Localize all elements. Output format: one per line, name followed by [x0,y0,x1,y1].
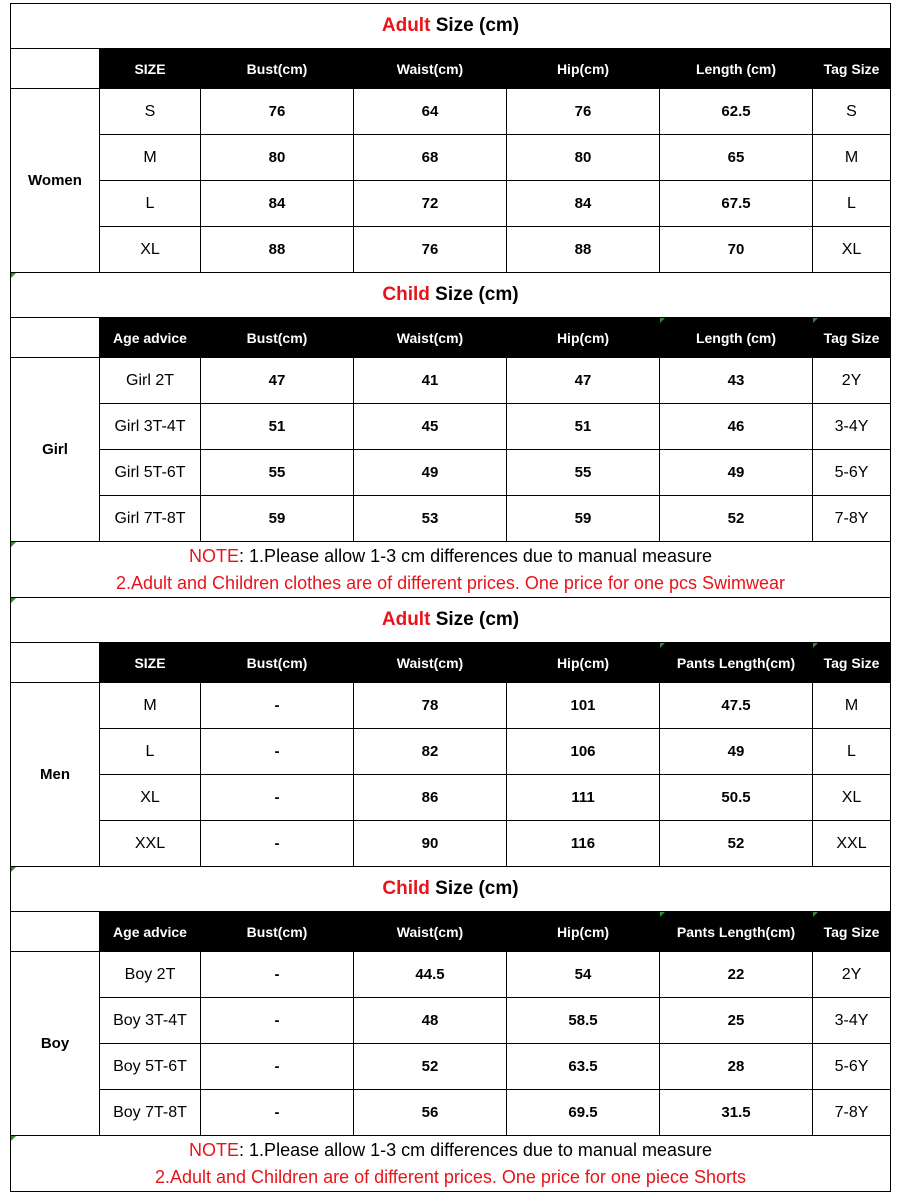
section-title-accent: Adult [381,15,431,36]
table-row [11,683,891,729]
header-blank-cell [11,49,100,89]
table-cell: S [100,89,201,135]
table-cell: - [201,683,354,729]
table-cell: - [201,775,354,821]
table-cell: 88 [201,227,354,273]
table-cell: 7-8Y [813,496,891,542]
column-header: Tag Size [813,318,891,358]
table-cell: 49 [354,450,507,496]
table-cell: 59 [507,496,660,542]
section-title-rest: Size (cm) [429,878,519,899]
table-cell: 5-6Y [813,450,891,496]
column-header: Age advice [100,912,201,952]
table-cell: 46 [660,404,813,450]
column-header: Bust(cm) [201,49,354,89]
table-cell: L [813,181,891,227]
section-title-rest: Size (cm) [430,15,520,36]
table-cell: - [201,998,354,1044]
table-cell: 47 [507,358,660,404]
table-cell: Girl 2T [100,358,201,404]
table-cell: Boy 5T-6T [100,1044,201,1090]
table-cell: 52 [660,496,813,542]
table-row [11,358,891,404]
table-cell: 22 [660,952,813,998]
table-row [11,404,891,450]
section-title [11,867,891,912]
note-text-1: : 1.Please allow 1-3 cm differences due to manual measure [239,1139,712,1160]
table-cell: 7-8Y [813,1090,891,1136]
table-cell: 78 [354,683,507,729]
table-row [11,450,891,496]
table-cell: 64 [354,89,507,135]
table-cell: 3-4Y [813,404,891,450]
table-cell: 51 [201,404,354,450]
section-title-row [11,4,891,49]
column-header: Tag Size [813,643,891,683]
table-cell: 101 [507,683,660,729]
note-line-1 [11,1137,890,1164]
column-header: Tag Size [813,49,891,89]
table-cell: M [100,135,201,181]
table-cell: Boy 7T-8T [100,1090,201,1136]
table-cell: XL [813,227,891,273]
group-label: Men [11,683,100,867]
table-cell: 51 [507,404,660,450]
table-cell: 88 [507,227,660,273]
table-cell: 65 [660,135,813,181]
group-label: Girl [11,358,100,542]
table-row [11,227,891,273]
column-header: SIZE [100,49,201,89]
table-cell: 28 [660,1044,813,1090]
table-cell: L [100,181,201,227]
table-cell: XXL [100,821,201,867]
table-cell: Boy 2T [100,952,201,998]
table-cell: 45 [354,404,507,450]
column-header: Hip(cm) [507,912,660,952]
section-title-rest: Size (cm) [429,284,519,305]
table-cell: 67.5 [660,181,813,227]
section-title-row [11,273,891,318]
table-row [11,952,891,998]
section-title-row [11,598,891,643]
table-cell: XL [100,227,201,273]
table-cell: - [201,1044,354,1090]
note-text-1: : 1.Please allow 1-3 cm differences due to manual measure [239,545,712,566]
table-cell: 90 [354,821,507,867]
table-cell: - [201,729,354,775]
table-cell: 49 [660,729,813,775]
column-header: Pants Length(cm) [660,912,813,952]
column-header: Waist(cm) [354,49,507,89]
column-header: Pants Length(cm) [660,643,813,683]
header-row [11,49,891,89]
table-cell: 56 [354,1090,507,1136]
note-label: NOTE [189,545,240,566]
table-cell: 3-4Y [813,998,891,1044]
table-row [11,135,891,181]
note-label: NOTE [189,1139,240,1160]
table-cell: 58.5 [507,998,660,1044]
table-cell: 5-6Y [813,1044,891,1090]
note-line-2: 2.Adult and Children are of different prices. One price for one piece Shorts [154,1166,746,1187]
column-header: Waist(cm) [354,643,507,683]
column-header: Age advice [100,318,201,358]
table-cell: 68 [354,135,507,181]
size-chart [10,3,890,1192]
table-cell: Girl 3T-4T [100,404,201,450]
note-cell [11,1136,891,1192]
header-row [11,318,891,358]
column-header: Waist(cm) [354,318,507,358]
table-cell: 63.5 [507,1044,660,1090]
column-header: Hip(cm) [507,643,660,683]
table-cell: 111 [507,775,660,821]
table-cell: 55 [507,450,660,496]
section-title [11,273,891,318]
table-cell: 50.5 [660,775,813,821]
table-cell: 47.5 [660,683,813,729]
table-cell: L [813,729,891,775]
table-cell: XXL [813,821,891,867]
table-cell: 2Y [813,952,891,998]
section-title [11,4,891,49]
section-title-accent: Child [382,878,430,899]
table-cell: M [813,135,891,181]
table-cell: 47 [201,358,354,404]
table-cell: 84 [507,181,660,227]
note-row [11,1136,891,1192]
table-cell: 59 [201,496,354,542]
table-cell: 31.5 [660,1090,813,1136]
column-header: Bust(cm) [201,643,354,683]
table-cell: 25 [660,998,813,1044]
section-title-rest: Size (cm) [430,609,520,630]
note-line-2: 2.Adult and Children clothes are of different prices. One price for one pcs Swimwear [115,572,785,593]
size-table [10,3,891,1192]
table-cell: M [100,683,201,729]
table-cell: 43 [660,358,813,404]
column-header: Tag Size [813,912,891,952]
table-cell: 44.5 [354,952,507,998]
table-row [11,89,891,135]
table-cell: 41 [354,358,507,404]
section-title [11,598,891,643]
table-cell: 76 [354,227,507,273]
note-cell [11,542,891,598]
header-row [11,643,891,683]
table-cell: 70 [660,227,813,273]
column-header: Hip(cm) [507,49,660,89]
table-cell: L [100,729,201,775]
table-cell: XL [100,775,201,821]
table-cell: 80 [201,135,354,181]
table-row [11,496,891,542]
table-cell: 80 [507,135,660,181]
table-cell: XL [813,775,891,821]
column-header: SIZE [100,643,201,683]
header-blank-cell [11,318,100,358]
table-cell: Girl 5T-6T [100,450,201,496]
header-row [11,912,891,952]
header-blank-cell [11,643,100,683]
table-cell: 72 [354,181,507,227]
column-header: Bust(cm) [201,318,354,358]
table-cell: 82 [354,729,507,775]
table-cell: 86 [354,775,507,821]
column-header: Length (cm) [660,49,813,89]
table-cell: 48 [354,998,507,1044]
table-cell: 52 [354,1044,507,1090]
table-cell: S [813,89,891,135]
table-row [11,1044,891,1090]
column-header: Length (cm) [660,318,813,358]
table-row [11,775,891,821]
table-cell: 116 [507,821,660,867]
table-cell: - [201,821,354,867]
group-label: Women [11,89,100,273]
table-cell: 76 [507,89,660,135]
note-line-1 [11,543,890,570]
table-cell: 76 [201,89,354,135]
section-title-row [11,867,891,912]
table-cell: - [201,1090,354,1136]
column-header: Waist(cm) [354,912,507,952]
section-title-accent: Adult [381,609,431,630]
table-cell: 53 [354,496,507,542]
table-row [11,1090,891,1136]
table-row [11,729,891,775]
table-cell: 62.5 [660,89,813,135]
table-row [11,821,891,867]
table-cell: 52 [660,821,813,867]
table-cell: 49 [660,450,813,496]
table-cell: 55 [201,450,354,496]
table-cell: Girl 7T-8T [100,496,201,542]
header-blank-cell [11,912,100,952]
note-row [11,542,891,598]
table-cell: - [201,952,354,998]
table-cell: Boy 3T-4T [100,998,201,1044]
table-row [11,998,891,1044]
table-cell: 54 [507,952,660,998]
table-cell: 2Y [813,358,891,404]
section-title-accent: Child [382,284,430,305]
table-cell: 69.5 [507,1090,660,1136]
table-cell: M [813,683,891,729]
column-header: Bust(cm) [201,912,354,952]
column-header: Hip(cm) [507,318,660,358]
table-row [11,181,891,227]
group-label: Boy [11,952,100,1136]
table-cell: 84 [201,181,354,227]
table-cell: 106 [507,729,660,775]
